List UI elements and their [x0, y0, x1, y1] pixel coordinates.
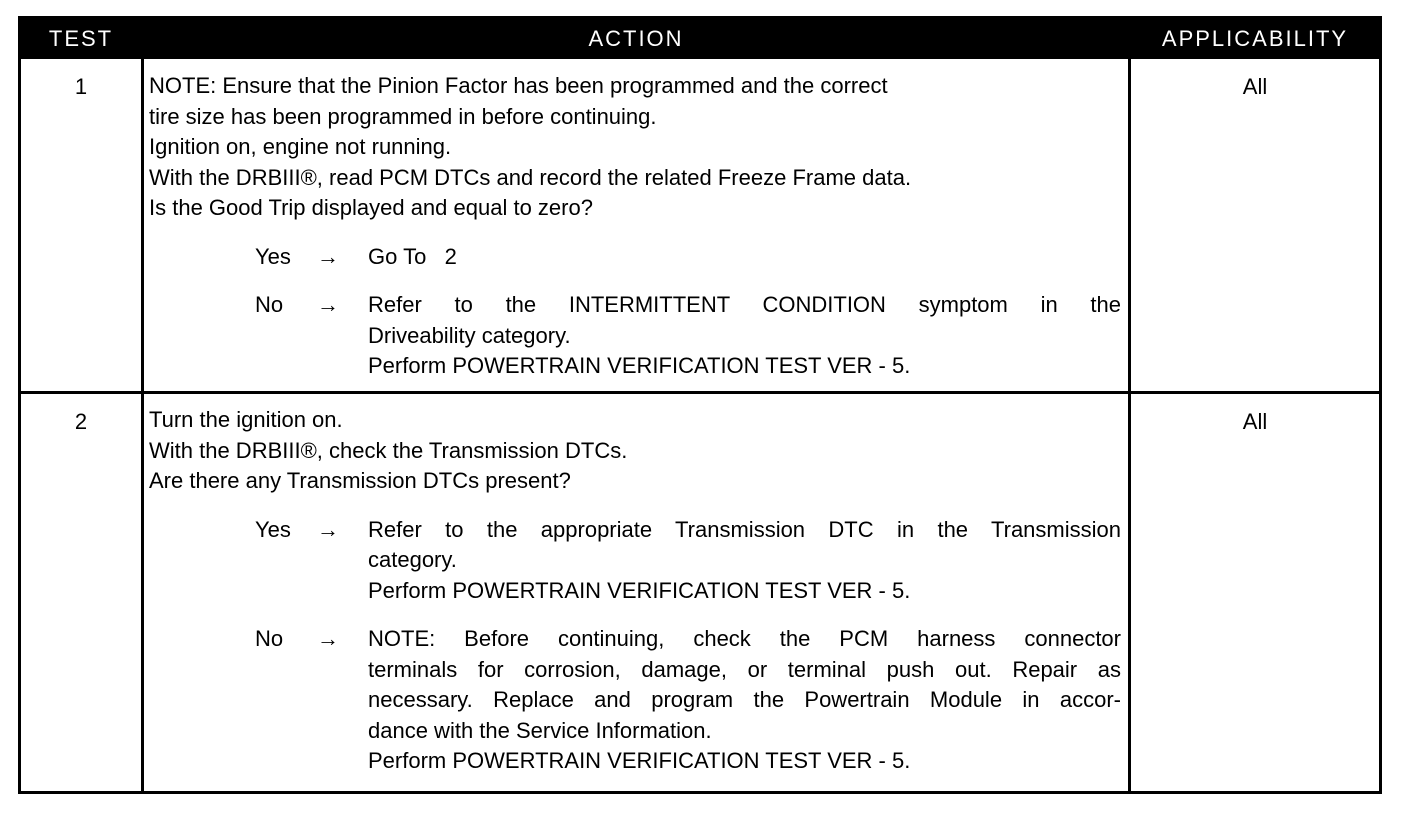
row-2-no-result: dance with the Service Information. — [368, 717, 712, 743]
row-2-yes-result: Perform POWERTRAIN VERIFICATION TEST VER - 5. — [368, 577, 911, 603]
row-1-action-line: tire size has been programmed in before continuing. — [149, 103, 657, 129]
row-1-action — [149, 71, 1121, 382]
row-1-yes-label: Yes — [255, 243, 291, 269]
row-1-no-result: Driveability category. — [368, 322, 571, 348]
header-test: TEST — [48, 26, 114, 51]
row-2-action-line: Are there any Transmission DTCs present? — [149, 468, 571, 493]
row-1-action-line: Ignition on, engine not running. — [149, 134, 452, 159]
row-2-yes-arrow-icon: → — [317, 516, 339, 542]
diagnostic-test-table — [18, 16, 1382, 794]
row-1-no-label: No — [255, 292, 284, 317]
row-2-no-branch — [149, 624, 1121, 777]
table-header — [21, 19, 1379, 59]
row-2-no-arrow-icon: → — [317, 626, 339, 651]
row-1-no-branch — [149, 290, 1121, 382]
header-applicability: APPLICABILITY — [1161, 26, 1349, 51]
row-1-no-arrow-icon: → — [317, 292, 339, 317]
row-2-yes-result: category. — [368, 547, 457, 572]
row-1-action-line: NOTE: Ensure that the Pinion Factor has been programmed and the correct — [149, 73, 888, 98]
row-2-action — [149, 405, 1121, 777]
column-divider-test — [141, 59, 144, 791]
row-2-yes-label: Yes — [255, 516, 291, 542]
header-action: ACTION — [588, 26, 684, 51]
row-2-applicability: All — [1242, 409, 1268, 434]
row-1-no-result: Refer to the INTERMITTENT CONDITION symptom in the — [368, 292, 1121, 317]
row-2-yes-result: Refer to the appropriate Transmission DTC in the Transmission — [368, 516, 1121, 542]
row-2-no-result: necessary. Replace and program the Powertrain Module in accor- — [368, 687, 1121, 712]
row-1-yes-branch — [149, 242, 1121, 273]
row-1-action-line: With the DRBIII®, read PCM DTCs and record the related Freeze Frame data. — [149, 164, 912, 190]
row-1-test-number: 1 — [74, 74, 88, 99]
row-1-applicability: All — [1242, 74, 1268, 99]
row-2-no-result: terminals for corrosion, damage, or terminal push out. Repair as — [368, 656, 1121, 682]
row-2-action-line: With the DRBIII®, check the Transmission DTCs. — [149, 437, 628, 463]
row-1-yes-arrow-icon: → — [317, 243, 339, 269]
row-1-no-result: Perform POWERTRAIN VERIFICATION TEST VER - 5. — [368, 353, 911, 378]
row-2-no-result: Perform POWERTRAIN VERIFICATION TEST VER - 5. — [368, 748, 911, 773]
row-divider — [21, 391, 1379, 394]
row-2-no-result: NOTE: Before continuing, check the PCM harness connector — [368, 626, 1121, 651]
row-2-yes-branch — [149, 515, 1121, 607]
row-2-no-label: No — [255, 626, 284, 651]
row-1-action-line: Is the Good Trip displayed and equal to zero? — [149, 195, 593, 220]
row-2-test-number: 2 — [74, 409, 88, 434]
row-1-yes-result: Go To 2 — [368, 243, 457, 269]
row-2-action-line: Turn the ignition on. — [149, 407, 343, 432]
